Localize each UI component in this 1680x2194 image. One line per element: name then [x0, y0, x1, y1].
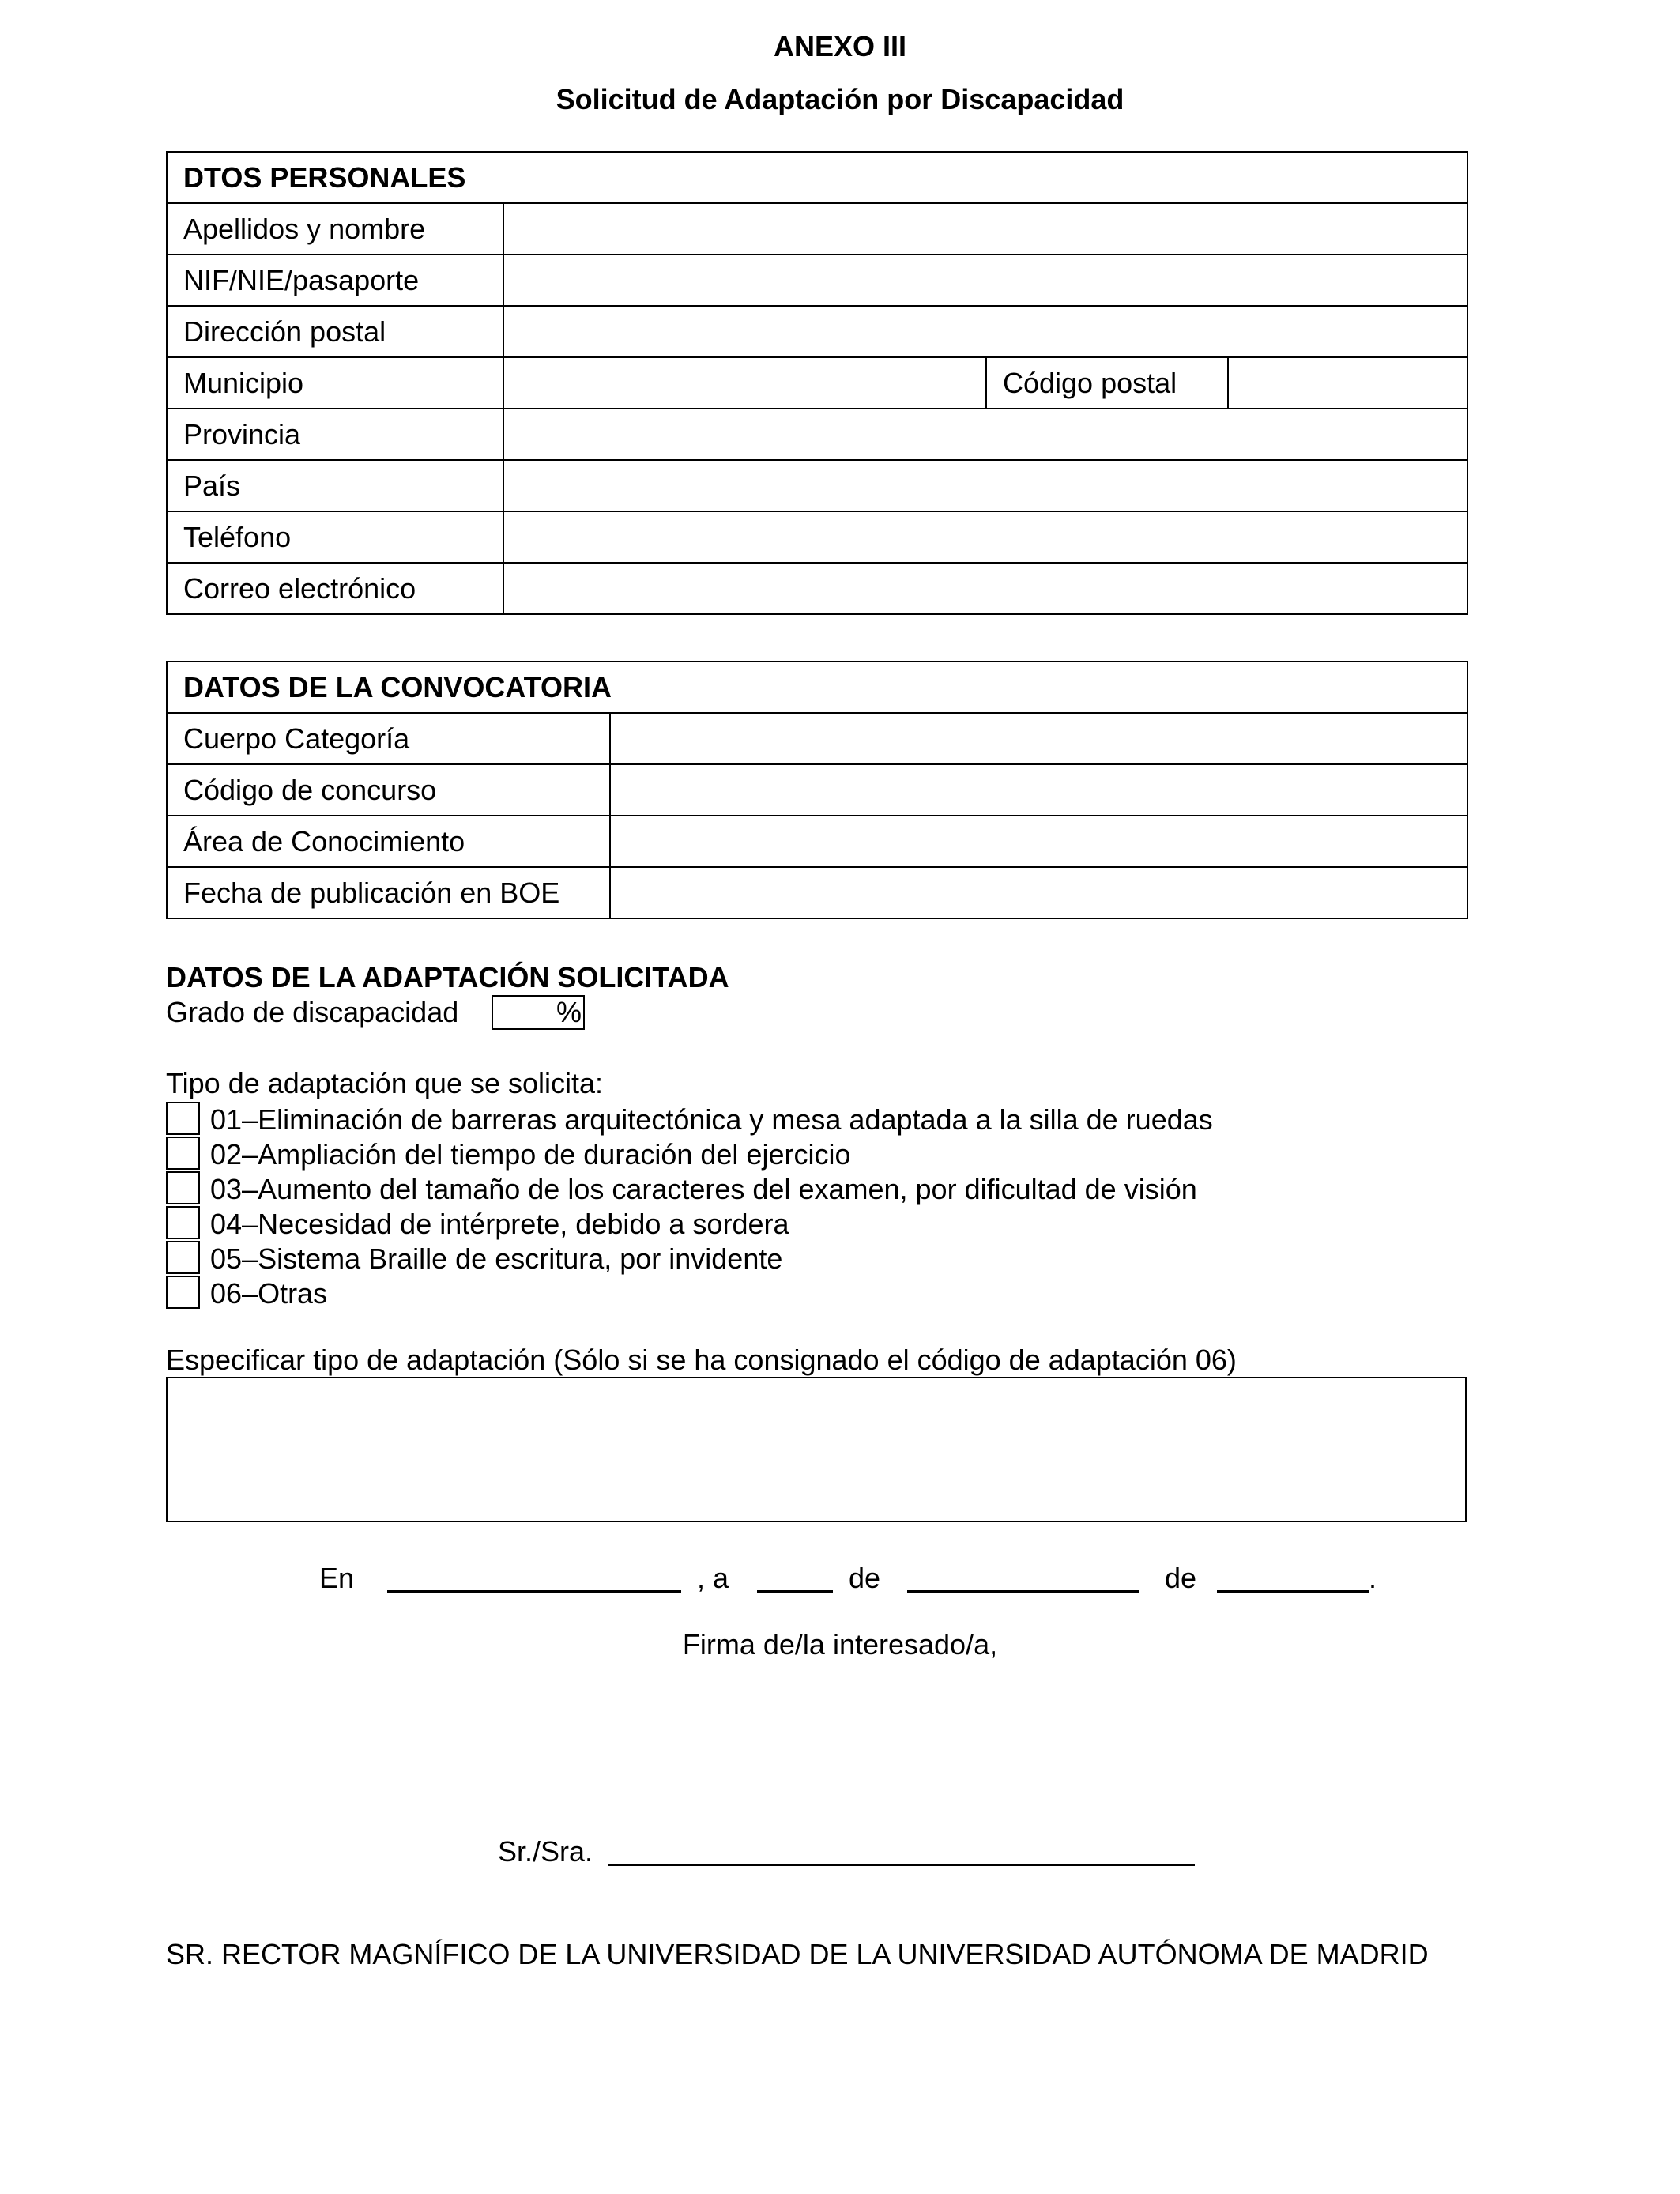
country-label: País: [167, 460, 503, 511]
address-field[interactable]: [503, 306, 1467, 357]
signature-label: Firma de/la interesado/a,: [682, 1628, 998, 1661]
disability-degree-field[interactable]: [492, 995, 585, 1030]
boe-date-label: Fecha de publicación en BOE: [167, 867, 610, 918]
knowledge-area-field[interactable]: [610, 816, 1467, 867]
convocatoria-heading: DATOS DE LA CONVOCATORIA: [167, 662, 1467, 713]
id-label: NIF/NIE/pasaporte: [167, 254, 503, 306]
municipality-field[interactable]: [503, 357, 986, 409]
email-label: Correo electrónico: [167, 563, 503, 614]
phone-label: Teléfono: [167, 511, 503, 563]
contest-code-field[interactable]: [610, 764, 1467, 816]
percent-sign: %: [556, 996, 582, 1028]
province-label: Provincia: [167, 409, 503, 460]
date-de-label-2: de: [1165, 1562, 1197, 1594]
date-a-label: , a: [697, 1562, 729, 1594]
postal-code-field[interactable]: [1228, 357, 1467, 409]
name-field[interactable]: [503, 203, 1467, 254]
id-field[interactable]: [503, 254, 1467, 306]
form-subtitle: Solicitud de Adaptación por Discapacidad: [556, 83, 1124, 115]
municipality-label: Municipio: [167, 357, 503, 409]
option-01-checkbox[interactable]: [166, 1102, 200, 1135]
knowledge-area-label: Área de Conocimiento: [167, 816, 610, 867]
place-field[interactable]: [387, 1590, 681, 1593]
specify-adaptation-field[interactable]: [166, 1377, 1467, 1522]
sr-sra-label: Sr./Sra.: [498, 1835, 593, 1868]
option-03-label: 03–Aumento del tamaño de los caracteres del examen, por dificultad de visión: [210, 1173, 1197, 1205]
postal-code-label: Código postal: [986, 357, 1228, 409]
option-02-label: 02–Ampliación del tiempo de duración del ejercicio: [210, 1138, 851, 1171]
option-04-label: 04–Necesidad de intérprete, debido a sordera: [210, 1208, 789, 1240]
body-category-field[interactable]: [610, 713, 1467, 764]
addressee-name-field[interactable]: [608, 1864, 1195, 1866]
option-04-checkbox[interactable]: [166, 1206, 200, 1239]
convocatoria-table: [166, 661, 1468, 919]
month-field[interactable]: [907, 1590, 1139, 1593]
address-label: Dirección postal: [167, 306, 503, 357]
option-05-checkbox[interactable]: [166, 1241, 200, 1274]
date-en-label: En: [319, 1562, 355, 1594]
province-field[interactable]: [503, 409, 1467, 460]
adaptation-heading: DATOS DE LA ADAPTACIÓN SOLICITADA: [166, 961, 729, 993]
option-01-label: 01–Eliminación de barreras arquitectónica y mesa adaptada a la silla de ruedas: [210, 1103, 1213, 1136]
boe-date-field[interactable]: [610, 867, 1467, 918]
country-field[interactable]: [503, 460, 1467, 511]
annex-title: ANEXO III: [773, 30, 907, 62]
specify-adaptation-label: Especificar tipo de adaptación (Sólo si se ha consignado el código de adaptación 06): [166, 1344, 1237, 1376]
year-field[interactable]: [1217, 1590, 1369, 1593]
phone-field[interactable]: [503, 511, 1467, 563]
date-period: .: [1369, 1562, 1377, 1594]
day-field[interactable]: [757, 1590, 833, 1593]
date-de-label-1: de: [849, 1562, 881, 1594]
personal-data-heading: DTOS PERSONALES: [167, 152, 1467, 203]
option-06-checkbox[interactable]: [166, 1276, 200, 1309]
personal-data-table: [166, 151, 1468, 615]
option-02-checkbox[interactable]: [166, 1137, 200, 1170]
body-category-label: Cuerpo Categoría: [167, 713, 610, 764]
option-05-label: 05–Sistema Braille de escritura, por invidente: [210, 1242, 783, 1275]
option-03-checkbox[interactable]: [166, 1171, 200, 1204]
disability-degree-label: Grado de discapacidad: [166, 996, 459, 1028]
contest-code-label: Código de concurso: [167, 764, 610, 816]
rector-addressee: SR. RECTOR MAGNÍFICO DE LA UNIVERSIDAD DE LA UNIVERSIDAD AUTÓNOMA DE MADRID: [166, 1938, 1429, 1970]
email-field[interactable]: [503, 563, 1467, 614]
name-label: Apellidos y nombre: [167, 203, 503, 254]
adaptation-type-label: Tipo de adaptación que se solicita:: [166, 1067, 604, 1099]
option-06-label: 06–Otras: [210, 1277, 328, 1310]
